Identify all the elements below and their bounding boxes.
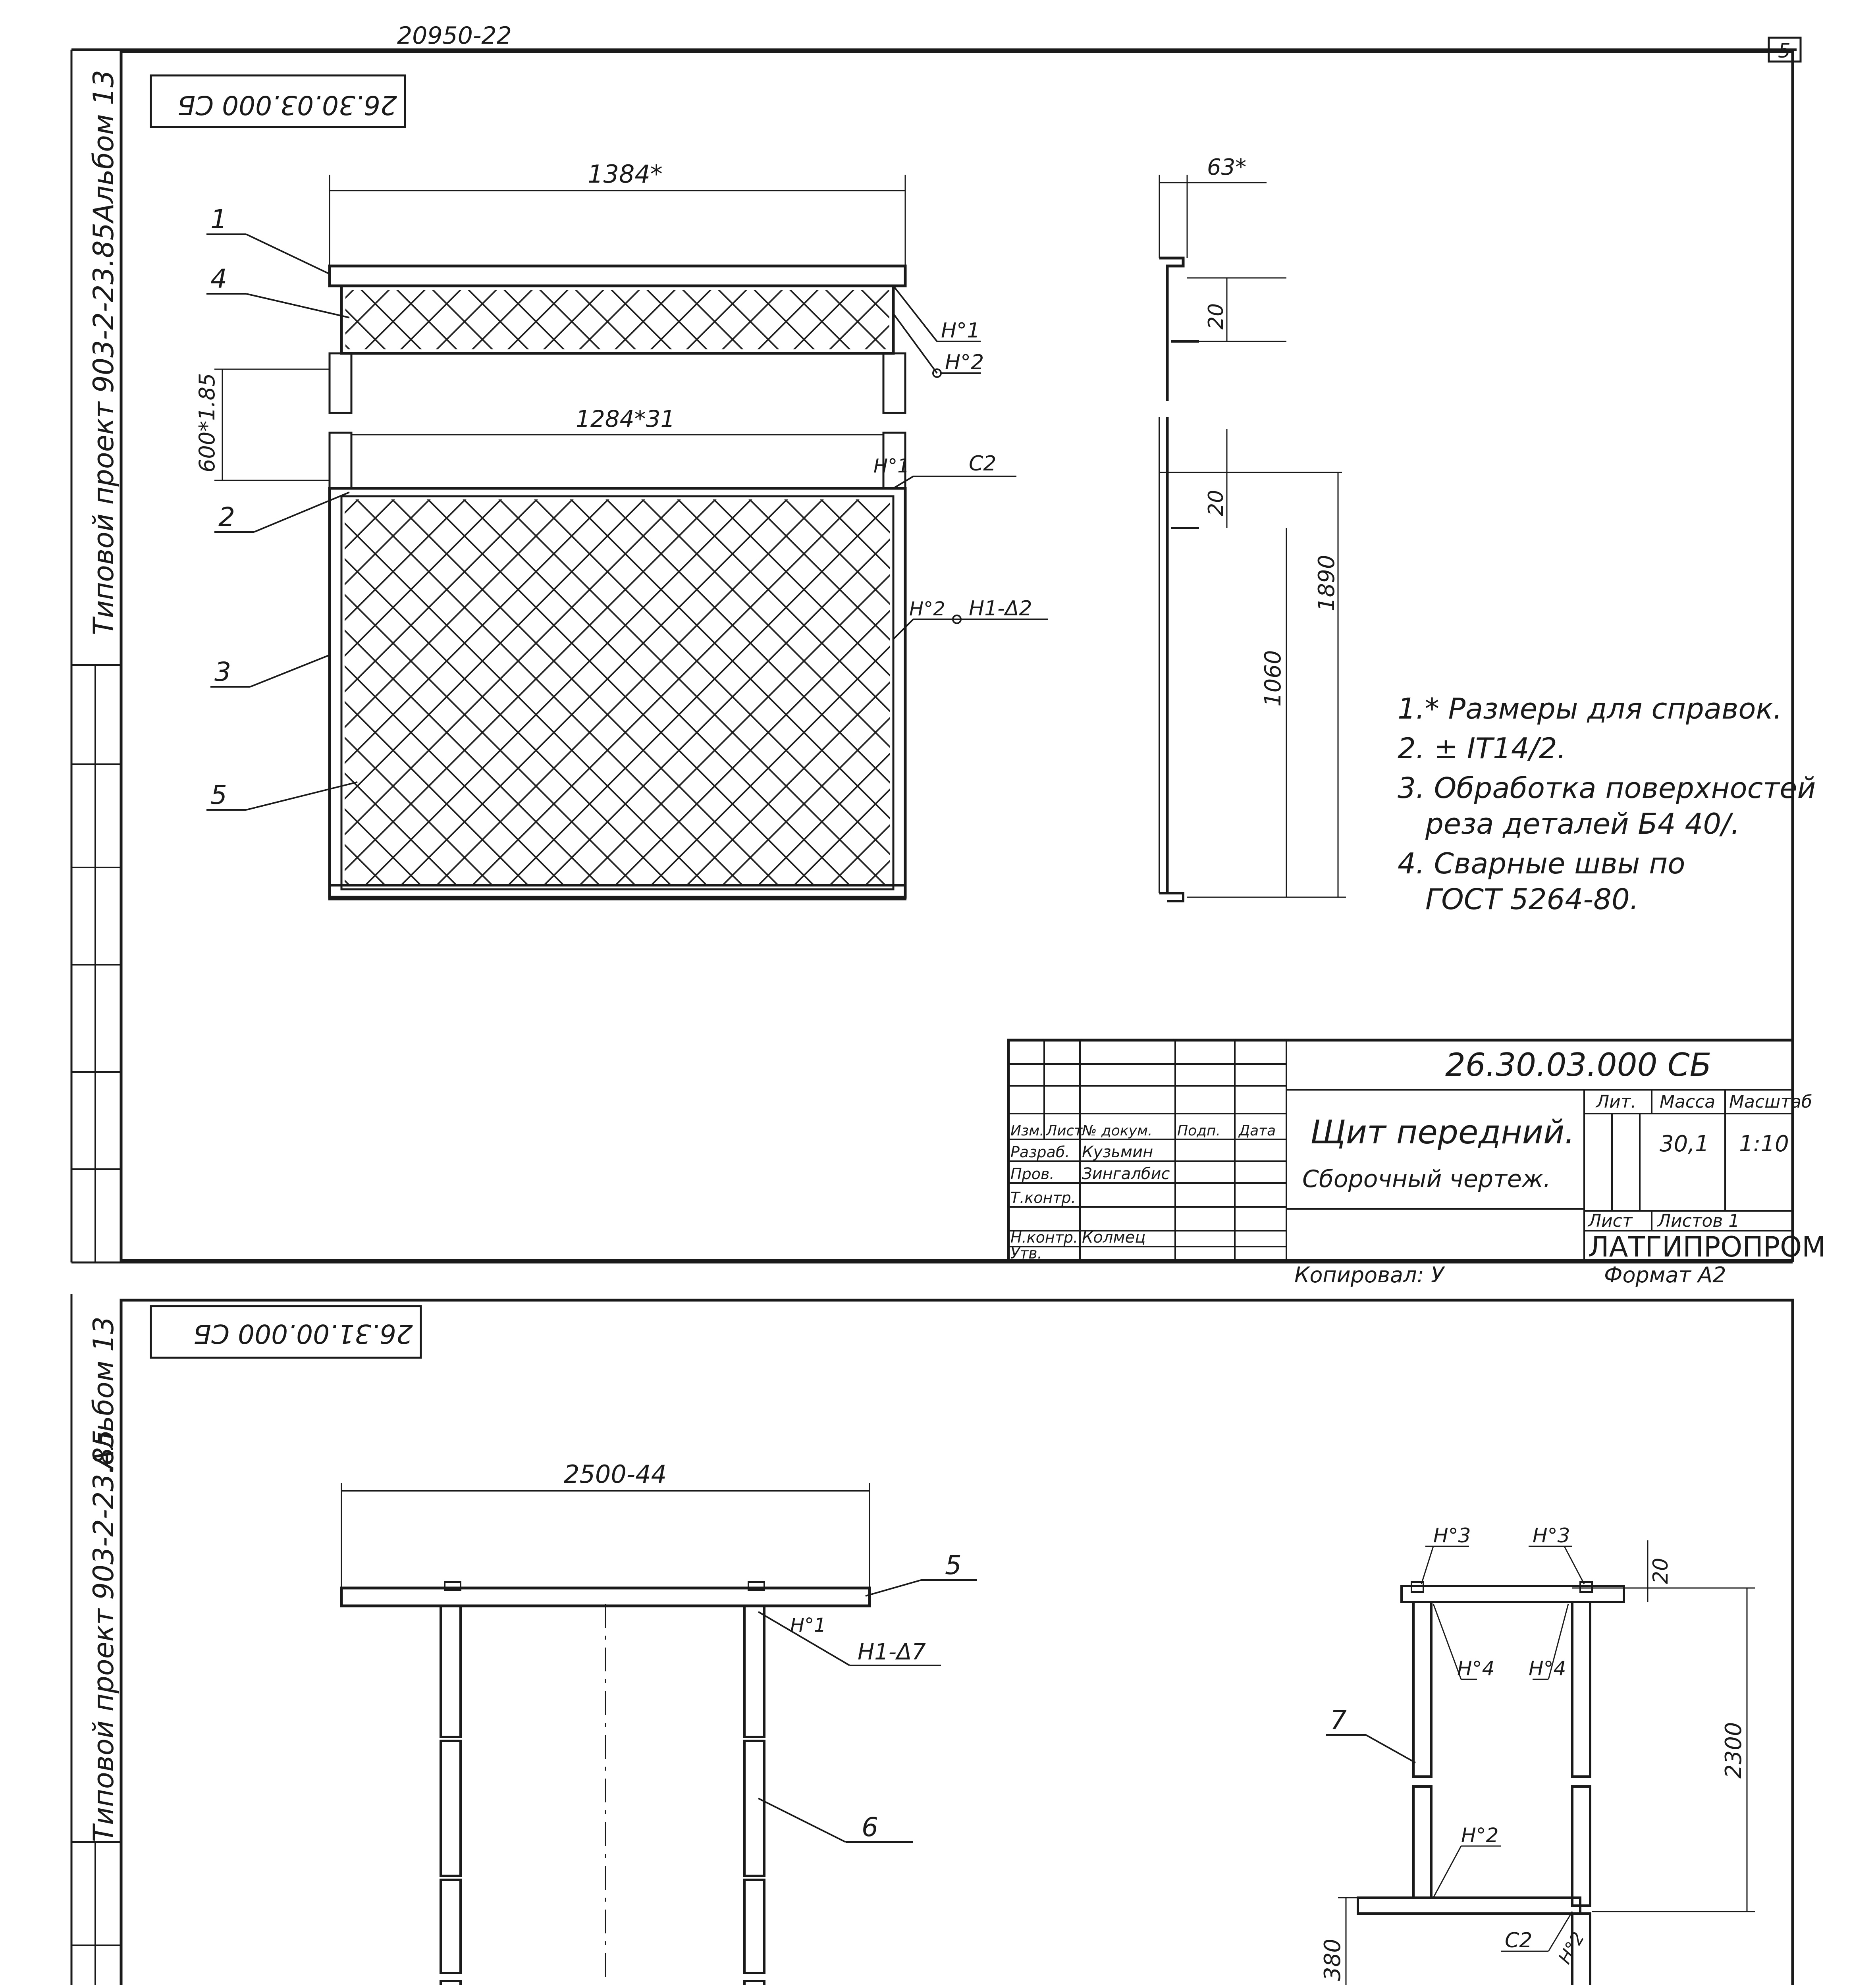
dim-side-20: 20 xyxy=(1649,1557,1673,1584)
tb1-org: ЛАТГИПРОПРОМ xyxy=(1588,1231,1826,1263)
upper-mesh xyxy=(345,290,889,349)
weld-h1: Н°1 xyxy=(790,1614,826,1636)
callout-2: 2 xyxy=(218,502,235,532)
weld-n3b: Н°3 xyxy=(1533,1524,1570,1547)
sheet-1 xyxy=(71,50,1826,1287)
weld-mark-4: С2 xyxy=(969,452,997,476)
sheet-2-frame xyxy=(121,1300,1793,1985)
tb1-scale: 1:10 xyxy=(1739,1131,1789,1157)
tb1-name-4: Колмец xyxy=(1082,1228,1146,1247)
tb1-name-0: Кузьмин xyxy=(1082,1143,1153,1161)
callout-1: 1 xyxy=(210,204,227,235)
dim-side-lower: 1060 xyxy=(1260,650,1286,707)
callout-3: 3 xyxy=(214,657,231,687)
callout-5: 5 xyxy=(210,780,227,810)
sheet-1-side-strip xyxy=(71,665,121,1262)
callout-4: 4 xyxy=(210,264,227,294)
tb1-sheets: Листов 1 xyxy=(1658,1211,1740,1231)
sheet-1-title-block xyxy=(1008,1040,1826,1263)
sheet-1-corner-code: 26.30.03.000 СБ xyxy=(177,89,397,120)
weld-n4a: Н°4 xyxy=(1457,1657,1495,1680)
callout-6: 6 xyxy=(862,1812,878,1842)
sheet-1-note-3b: реза деталей Б4 40/. xyxy=(1425,807,1740,840)
dim-top-width: 2500-44 xyxy=(564,1460,667,1489)
sheet-2 xyxy=(71,1294,1826,1985)
tb1-head-list: Лист xyxy=(1046,1123,1083,1139)
callout-5b: 5 xyxy=(945,1550,962,1580)
tb1-head-doc: № докум. xyxy=(1082,1123,1153,1139)
sheet-2-project: Типовой проект 903-2-23.85 xyxy=(87,1429,120,1842)
weld-mark-5: Н°2 xyxy=(909,598,945,620)
sheet-1-subtitle: Сборочный чертеж. xyxy=(1302,1165,1551,1193)
lower-mesh xyxy=(345,499,890,886)
sheet-1-note-4: 4. Сварные швы по xyxy=(1398,847,1685,880)
sheet-1-notes xyxy=(1398,692,1816,916)
tb1-head-date: Дата xyxy=(1239,1123,1276,1139)
tb1-role-1: Пров. xyxy=(1010,1165,1055,1183)
sheet-1-note-3: 3. Обработка поверхностей xyxy=(1398,771,1816,805)
weld-mark-3: Н°1 xyxy=(873,455,910,477)
dim-gap: 600*1.85 xyxy=(195,373,220,472)
tb1-head-sign: Подп. xyxy=(1177,1123,1220,1139)
front-panel-view xyxy=(195,160,1048,899)
frame-side-view xyxy=(1320,1524,1755,1985)
dim-side-total: 1890 xyxy=(1314,555,1340,611)
top-code: 20950-22 xyxy=(397,22,512,50)
tb1-role-4: Н.контр. xyxy=(1010,1229,1078,1246)
tb1-mass: 30,1 xyxy=(1660,1131,1709,1157)
dim-side-top: 63* xyxy=(1207,154,1247,180)
tb1-role-5: Утв. xyxy=(1010,1245,1042,1262)
sheet-1-project: Типовой проект 903-2-23.85 xyxy=(87,222,120,635)
sheet-2-corner-code: 26.31.00.000 СБ xyxy=(193,1318,413,1349)
dim-width-inner: 1284*31 xyxy=(576,405,675,432)
page-number: 5 xyxy=(1778,39,1791,62)
callout-7: 7 xyxy=(1330,1705,1347,1735)
frame-front-view xyxy=(341,1460,977,1985)
tb1-sheet: Лист xyxy=(1588,1211,1633,1231)
weld-mark-1: Н°1 xyxy=(941,319,980,343)
side-view xyxy=(1159,154,1346,901)
weld-n3a: Н°3 xyxy=(1433,1524,1471,1547)
tb1-col-lit: Лит. xyxy=(1596,1092,1637,1112)
sheet-1-note-2: 2. ± IT14/2. xyxy=(1398,732,1566,765)
sheet-1-album: Альбом 13 xyxy=(87,69,120,222)
weld-n4b: Н°4 xyxy=(1529,1657,1566,1680)
tb1-name-1: Зингалбис xyxy=(1082,1165,1170,1183)
sheet-1-note-4b: ГОСТ 5264-80. xyxy=(1425,883,1639,916)
dim-side-h1: 20 xyxy=(1204,303,1228,330)
dim-side-2300: 2300 xyxy=(1721,1722,1747,1779)
sheet-1-format: Формат А2 xyxy=(1604,1262,1726,1287)
tb1-role-0: Разраб. xyxy=(1010,1143,1070,1161)
tb1-col-scale: Масштаб xyxy=(1729,1092,1812,1112)
tb1-head-izm: Изм. xyxy=(1010,1123,1044,1139)
page-header xyxy=(71,22,1801,62)
tb1-col-mass: Масса xyxy=(1660,1092,1716,1112)
weld-n2b: Н°2 xyxy=(1554,1929,1589,1968)
weld-n2a: Н°2 xyxy=(1461,1824,1499,1847)
weld-h1-d7: Н1-Δ7 xyxy=(858,1639,926,1665)
dim-side-h2: 20 xyxy=(1204,490,1228,516)
sheet-1-title: Щит передний. xyxy=(1310,1114,1575,1151)
tb1-role-2: Т.контр. xyxy=(1010,1189,1076,1206)
weld-mark-2: Н°2 xyxy=(945,351,984,374)
sheet-2-side-strip xyxy=(71,1842,121,1985)
dim-side-380: 380 xyxy=(1320,1939,1346,1981)
sheet-1-copied: Копировал: У xyxy=(1294,1262,1444,1287)
sheet-2-album: Альбом 13 xyxy=(87,1316,120,1469)
weld-c2: С2 xyxy=(1505,1929,1533,1952)
sheet-1-note-1: 1.* Размеры для справок. xyxy=(1398,692,1782,725)
sheet-1-doc-code: 26.30.03.000 СБ xyxy=(1445,1046,1712,1083)
weld-mark-6: Н1-Δ2 xyxy=(969,597,1032,621)
dim-width-top: 1384* xyxy=(588,160,663,189)
